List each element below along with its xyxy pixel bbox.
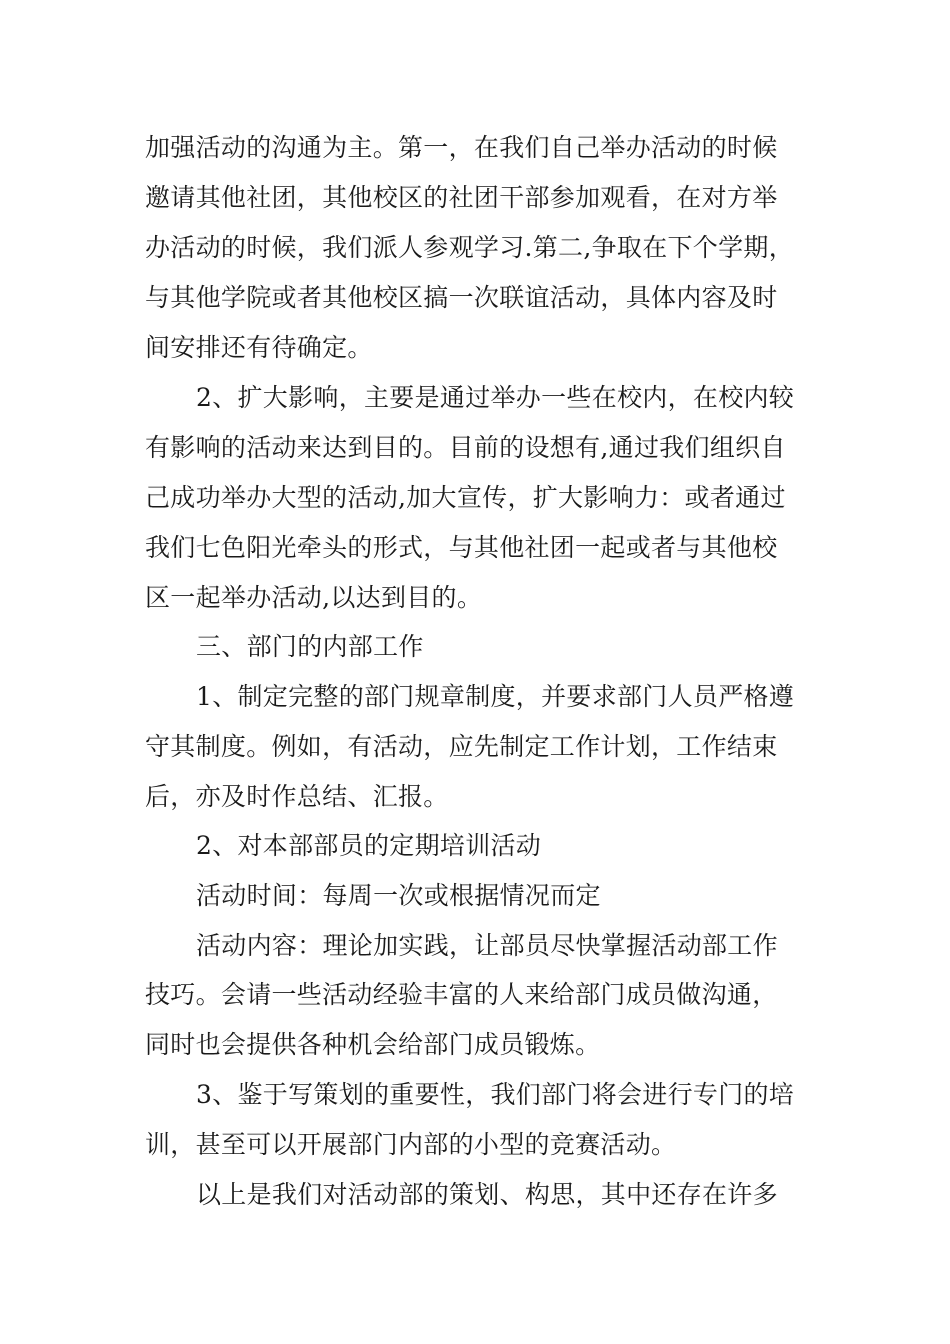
text-line: 与其他学院或者其他校区搞一次联谊活动，具体内容及时	[145, 283, 778, 312]
text-line: 区一起举办活动,以达到目的。	[145, 583, 483, 612]
text-line: 办活动的时候，我们派人参观学习.第二,争取在下个学期，	[145, 233, 794, 262]
text-line: 邀请其他社团，其他校区的社团干部参加观看，在对方举	[145, 183, 778, 212]
text-line: 技巧。会请一些活动经验丰富的人来给部门成员做沟通，	[145, 980, 778, 1009]
text-line: 有影响的活动来达到目的。目前的设想有,通过我们组织自	[145, 433, 786, 462]
paragraph-start-line: 3、鉴于写策划的重要性，我们部门将会进行专门的培	[196, 1080, 795, 1109]
paragraph-start-line: 以上是我们对活动部的策划、构思，其中还存在许多	[196, 1180, 778, 1209]
text-line: 训，甚至可以开展部门内部的小型的竞赛活动。	[145, 1130, 677, 1159]
paragraph-start-line: 2、对本部部员的定期培训活动	[196, 831, 542, 860]
text-line: 己成功举办大型的活动,加大宣传，扩大影响力：或者通过	[145, 483, 786, 512]
text-line: 守其制度。例如，有活动，应先制定工作计划，工作结束	[145, 732, 778, 761]
text-line: 我们七色阳光牵头的形式，与其他社团一起或者与其他校	[145, 533, 778, 562]
text-line: 后，亦及时作总结、汇报。	[145, 782, 449, 811]
section-heading: 三、部门的内部工作	[196, 632, 424, 661]
paragraph-start-line: 活动内容：理论加实践，让部员尽快掌握活动部工作	[196, 931, 778, 960]
text-line: 加强活动的沟通为主。第一，在我们自己举办活动的时候	[145, 133, 778, 162]
text-line: 间安排还有待确定。	[145, 333, 373, 362]
paragraph-start-line: 活动时间：每周一次或根据情况而定	[196, 881, 601, 910]
paragraph-start-line: 2、扩大影响，主要是通过举办一些在校内，在校内较	[196, 383, 795, 412]
text-line: 同时也会提供各种机会给部门成员锻炼。	[145, 1030, 601, 1059]
paragraph-start-line: 1、制定完整的部门规章制度，并要求部门人员严格遵	[196, 682, 795, 711]
